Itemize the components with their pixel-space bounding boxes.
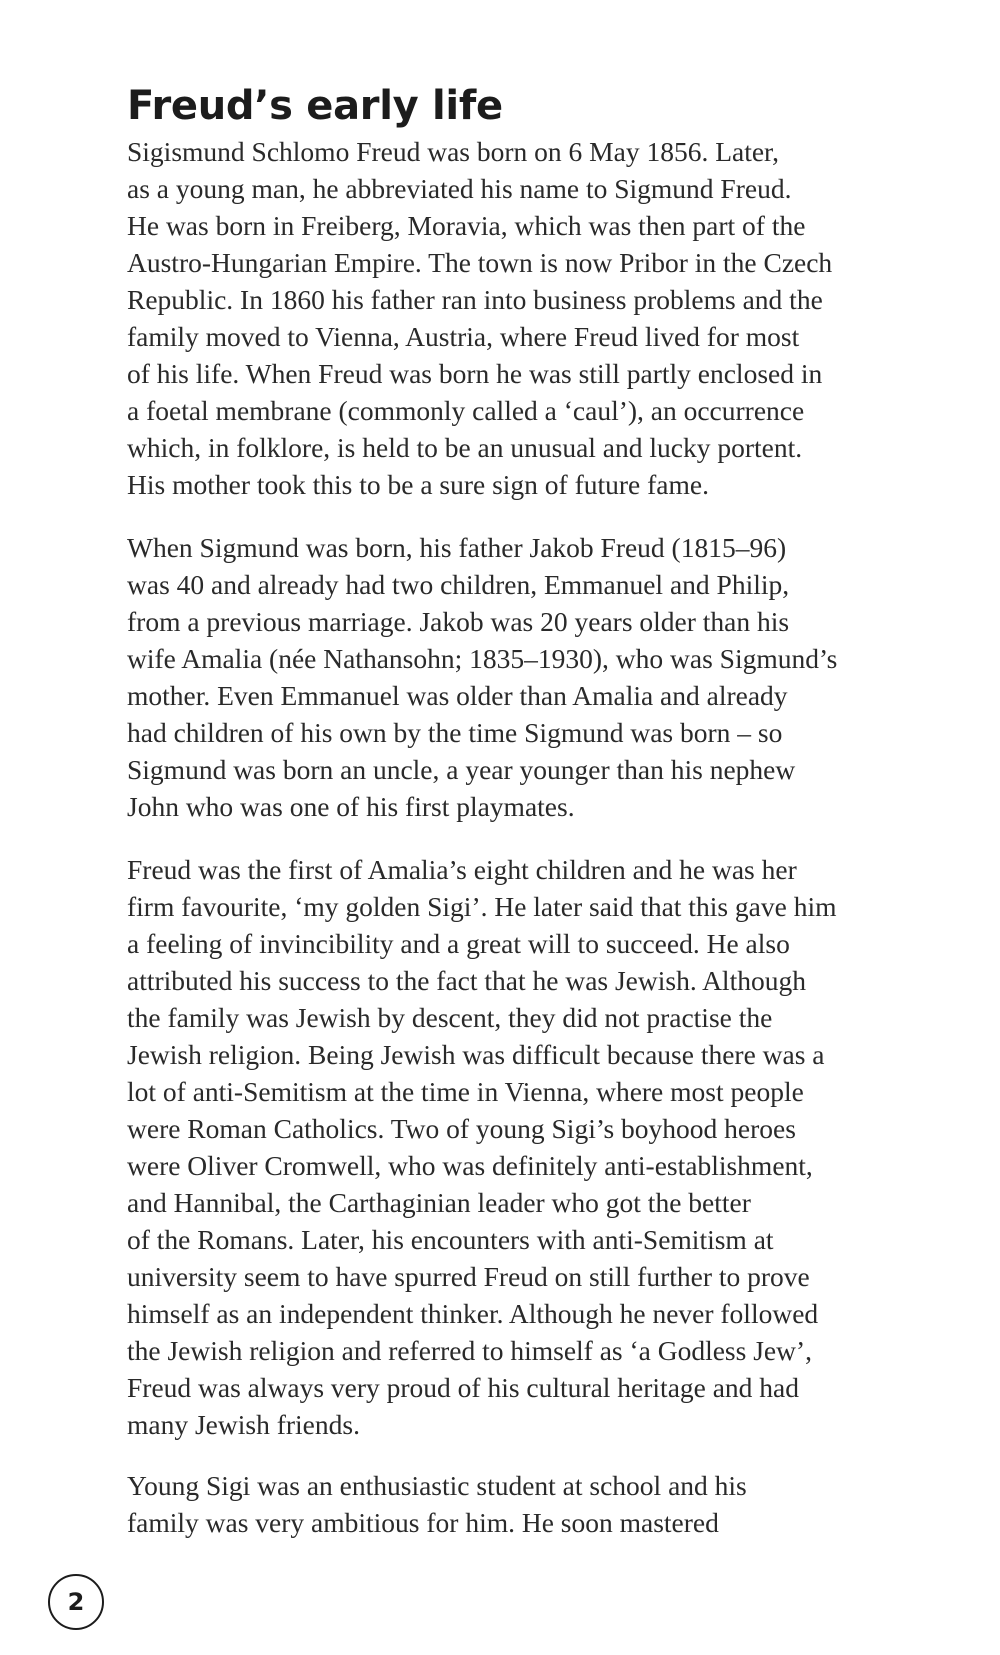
text-line: as a young man, he abbreviated his name to Sigmund Freud.: [127, 173, 792, 204]
text-line: Freud was the first of Amalia’s eight children and he was her: [127, 854, 797, 885]
paragraph-2: [127, 529, 947, 825]
text-line: which, in folklore, is held to be an unusual and lucky portent.: [127, 432, 803, 463]
text-line: lot of anti-Semitism at the time in Vienna, where most people: [127, 1076, 804, 1107]
section-heading: Freud’s early life: [127, 83, 503, 129]
text-line: Jewish religion. Being Jewish was difficult because there was a: [127, 1039, 825, 1070]
text-line: the family was Jewish by descent, they did not practise the: [127, 1002, 773, 1033]
text-line: was 40 and already had two children, Emmanuel and Philip,: [127, 569, 790, 600]
text-line: Young Sigi was an enthusiastic student at school and his: [127, 1470, 747, 1501]
text-line: Sigismund Schlomo Freud was born on 6 May 1856. Later,: [127, 136, 779, 167]
text-line: from a previous marriage. Jakob was 20 years older than his: [127, 606, 790, 637]
text-line: Republic. In 1860 his father ran into business problems and the: [127, 284, 823, 315]
paragraph-4: [127, 1467, 947, 1541]
text-line: Freud was always very proud of his cultural heritage and had: [127, 1372, 800, 1403]
text-line: a feeling of invincibility and a great will to succeed. He also: [127, 928, 790, 959]
text-line: Sigmund was born an uncle, a year younger than his nephew: [127, 754, 796, 785]
text-line: many Jewish friends.: [127, 1409, 360, 1440]
text-line: had children of his own by the time Sigmund was born – so: [127, 717, 783, 748]
text-line: were Oliver Cromwell, who was definitely anti-establishment,: [127, 1150, 813, 1181]
text-line: His mother took this to be a sure sign of future fame.: [127, 469, 709, 500]
paragraph-3: [127, 851, 947, 1443]
text-line: university seem to have spurred Freud on still further to prove: [127, 1261, 810, 1292]
text-line: a foetal membrane (commonly called a ‘caul’), an occurrence: [127, 395, 805, 426]
paragraph-1: [127, 133, 947, 503]
text-line: attributed his success to the fact that he was Jewish. Although: [127, 965, 806, 996]
text-line: Austro-Hungarian Empire. The town is now Pribor in the Czech: [127, 247, 833, 278]
text-line: firm favourite, ‘my golden Sigi’. He later said that this gave him: [127, 891, 837, 922]
text-line: When Sigmund was born, his father Jakob Freud (1815–96): [127, 532, 787, 563]
text-line: He was born in Freiberg, Moravia, which was then part of the: [127, 210, 806, 241]
page-number: 2: [67, 1588, 85, 1616]
text-line: himself as an independent thinker. Although he never followed: [127, 1298, 819, 1329]
text-line: mother. Even Emmanuel was older than Amalia and already: [127, 680, 788, 711]
text-line: the Jewish religion and referred to himself as ‘a Godless Jew’,: [127, 1335, 813, 1366]
text-line: family was very ambitious for him. He soon mastered: [127, 1507, 719, 1538]
text-line: of his life. When Freud was born he was still partly enclosed in: [127, 358, 823, 389]
text-line: were Roman Catholics. Two of young Sigi’s boyhood heroes: [127, 1113, 796, 1144]
text-line: and Hannibal, the Carthaginian leader who got the better: [127, 1187, 751, 1218]
text-line: wife Amalia (née Nathansohn; 1835–1930), who was Sigmund’s: [127, 643, 838, 674]
text-line: of the Romans. Later, his encounters with anti-Semitism at: [127, 1224, 774, 1255]
text-line: family moved to Vienna, Austria, where Freud lived for most: [127, 321, 800, 352]
text-line: John who was one of his first playmates.: [127, 791, 575, 822]
page-number-badge: [48, 1574, 104, 1630]
